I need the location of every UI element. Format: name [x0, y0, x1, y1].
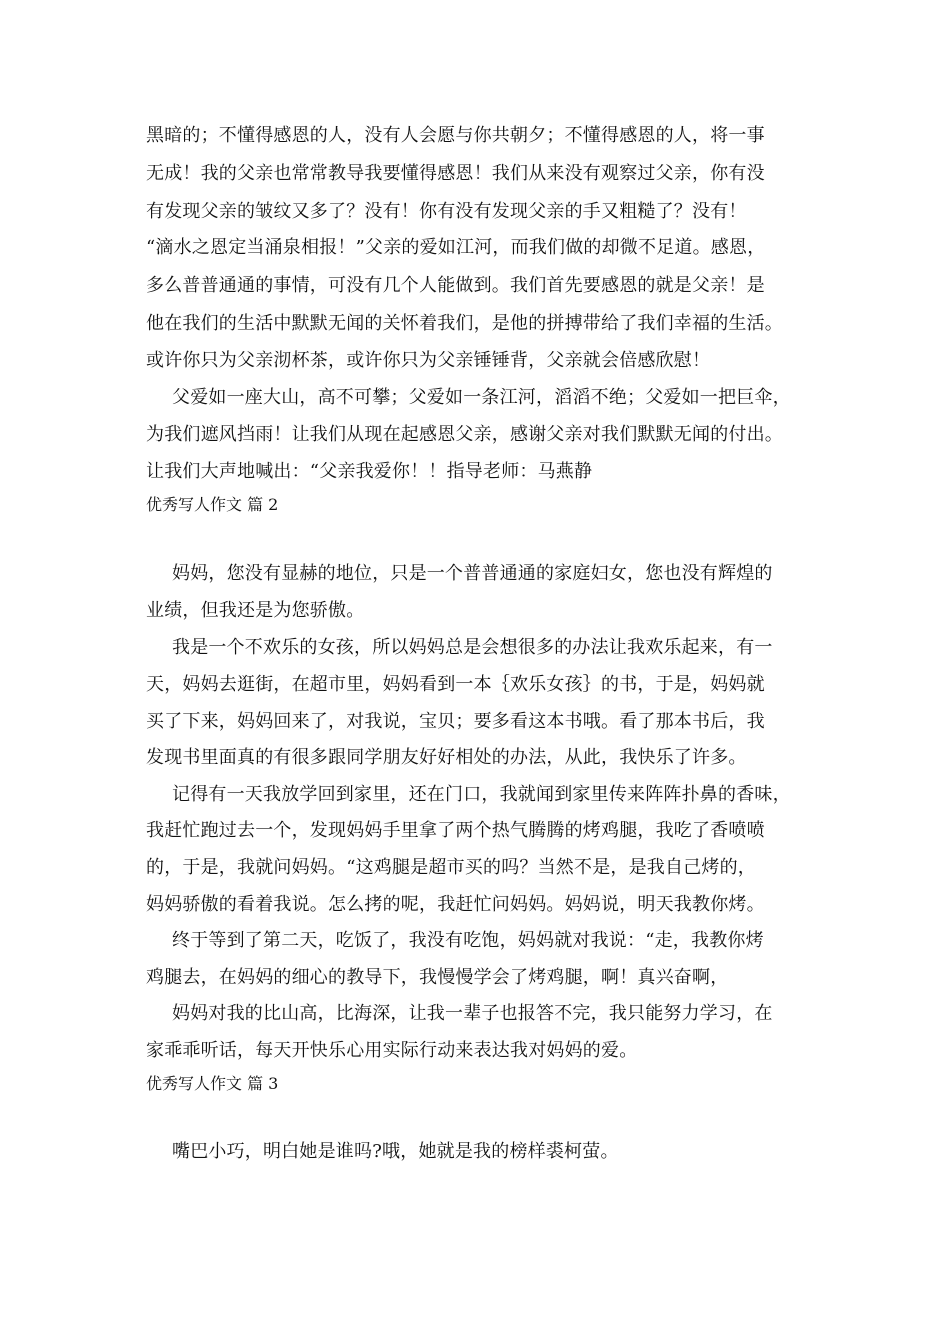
- text-line: 多么普普通通的事情，可没有几个人能做到。我们首先要感恩的就是父亲！是: [146, 275, 765, 296]
- text-line: 妈妈，您没有显赫的地位，只是一个普普通通的家庭妇女，您也没有辉煌的: [172, 563, 773, 584]
- text-line: 父爱如一座大山，高不可攀；父爱如一条江河，滔滔不绝；父爱如一把巨伞，: [172, 387, 791, 408]
- section-heading: 优秀写人作文 篇 3: [146, 1074, 279, 1093]
- text-line: 业绩，但我还是为您骄傲。: [146, 600, 365, 621]
- text-line: 买了下来，妈妈回来了，对我说，宝贝；要多看这本书哦。看了那本书后，我: [146, 711, 765, 732]
- text-line: 鸡腿去，在妈妈的细心的教导下，我慢慢学会了烤鸡腿，啊！真兴奋啊，: [146, 967, 729, 988]
- text-line: 天，妈妈去逛街，在超市里，妈妈看到一本｛欢乐女孩｝的书，于是，妈妈就: [146, 674, 765, 695]
- text-line: 妈妈骄傲的看着我说。怎么拷的呢，我赶忙问妈妈。妈妈说，明天我教你烤。: [146, 894, 765, 915]
- text-line: 记得有一天我放学回到家里，还在门口，我就闻到家里传来阵阵扑鼻的香味，: [172, 784, 791, 805]
- text-line: 我是一个不欢乐的女孩，所以妈妈总是会想很多的办法让我欢乐起来，有一: [172, 637, 773, 658]
- text-line: 终于等到了第二天，吃饭了，我没有吃饱，妈妈就对我说：“走，我教你烤: [172, 930, 764, 951]
- text-line: 妈妈对我的比山高，比海深，让我一辈子也报答不完，我只能努力学习，在: [172, 1003, 773, 1024]
- section-heading: 优秀写人作文 篇 2: [146, 495, 279, 514]
- text-line: 无成！我的父亲也常常教导我要懂得感恩！我们从来没有观察过父亲，你有没: [146, 163, 765, 184]
- text-line: 嘴巴小巧，明白她是谁吗?哦，她就是我的榜样裘柯萤。: [172, 1141, 619, 1162]
- text-line: 的，于是，我就问妈妈。“这鸡腿是超市买的吗？当然不是，是我自己烤的，: [146, 857, 756, 878]
- text-line: 让我们大声地喊出：“父亲我爱你！！指导老师：马燕静: [146, 461, 593, 482]
- text-line: 发现书里面真的有很多跟同学朋友好好相处的办法，从此，我快乐了许多。: [146, 747, 747, 768]
- text-line: 黑暗的；不懂得感恩的人，没有人会愿与你共朝夕；不懂得感恩的人，将一事: [146, 125, 765, 146]
- text-line: “滴水之恩定当涌泉相报！”父亲的爱如江河，而我们做的却微不足道。感恩，: [146, 237, 766, 258]
- text-line: 或许你只为父亲沏杯茶，或许你只为父亲锤锤背，父亲就会倍感欣慰！: [146, 350, 711, 371]
- text-line: 家乖乖听话，每天开快乐心用实际行动来表达我对妈妈的爱。: [146, 1040, 638, 1061]
- text-line: 他在我们的生活中默默无闻的关怀着我们，是他的拼搏带给了我们幸福的生活。: [146, 313, 783, 334]
- text-line: 有发现父亲的皱纹又多了？没有！你有没有发现父亲的手又粗糙了？没有！: [146, 201, 747, 222]
- text-line: 我赶忙跑过去一个，发现妈妈手里拿了两个热气腾腾的烤鸡腿，我吃了香喷喷: [146, 820, 765, 841]
- text-line: 为我们遮风挡雨！让我们从现在起感恩父亲，感谢父亲对我们默默无闻的付出。: [146, 424, 783, 445]
